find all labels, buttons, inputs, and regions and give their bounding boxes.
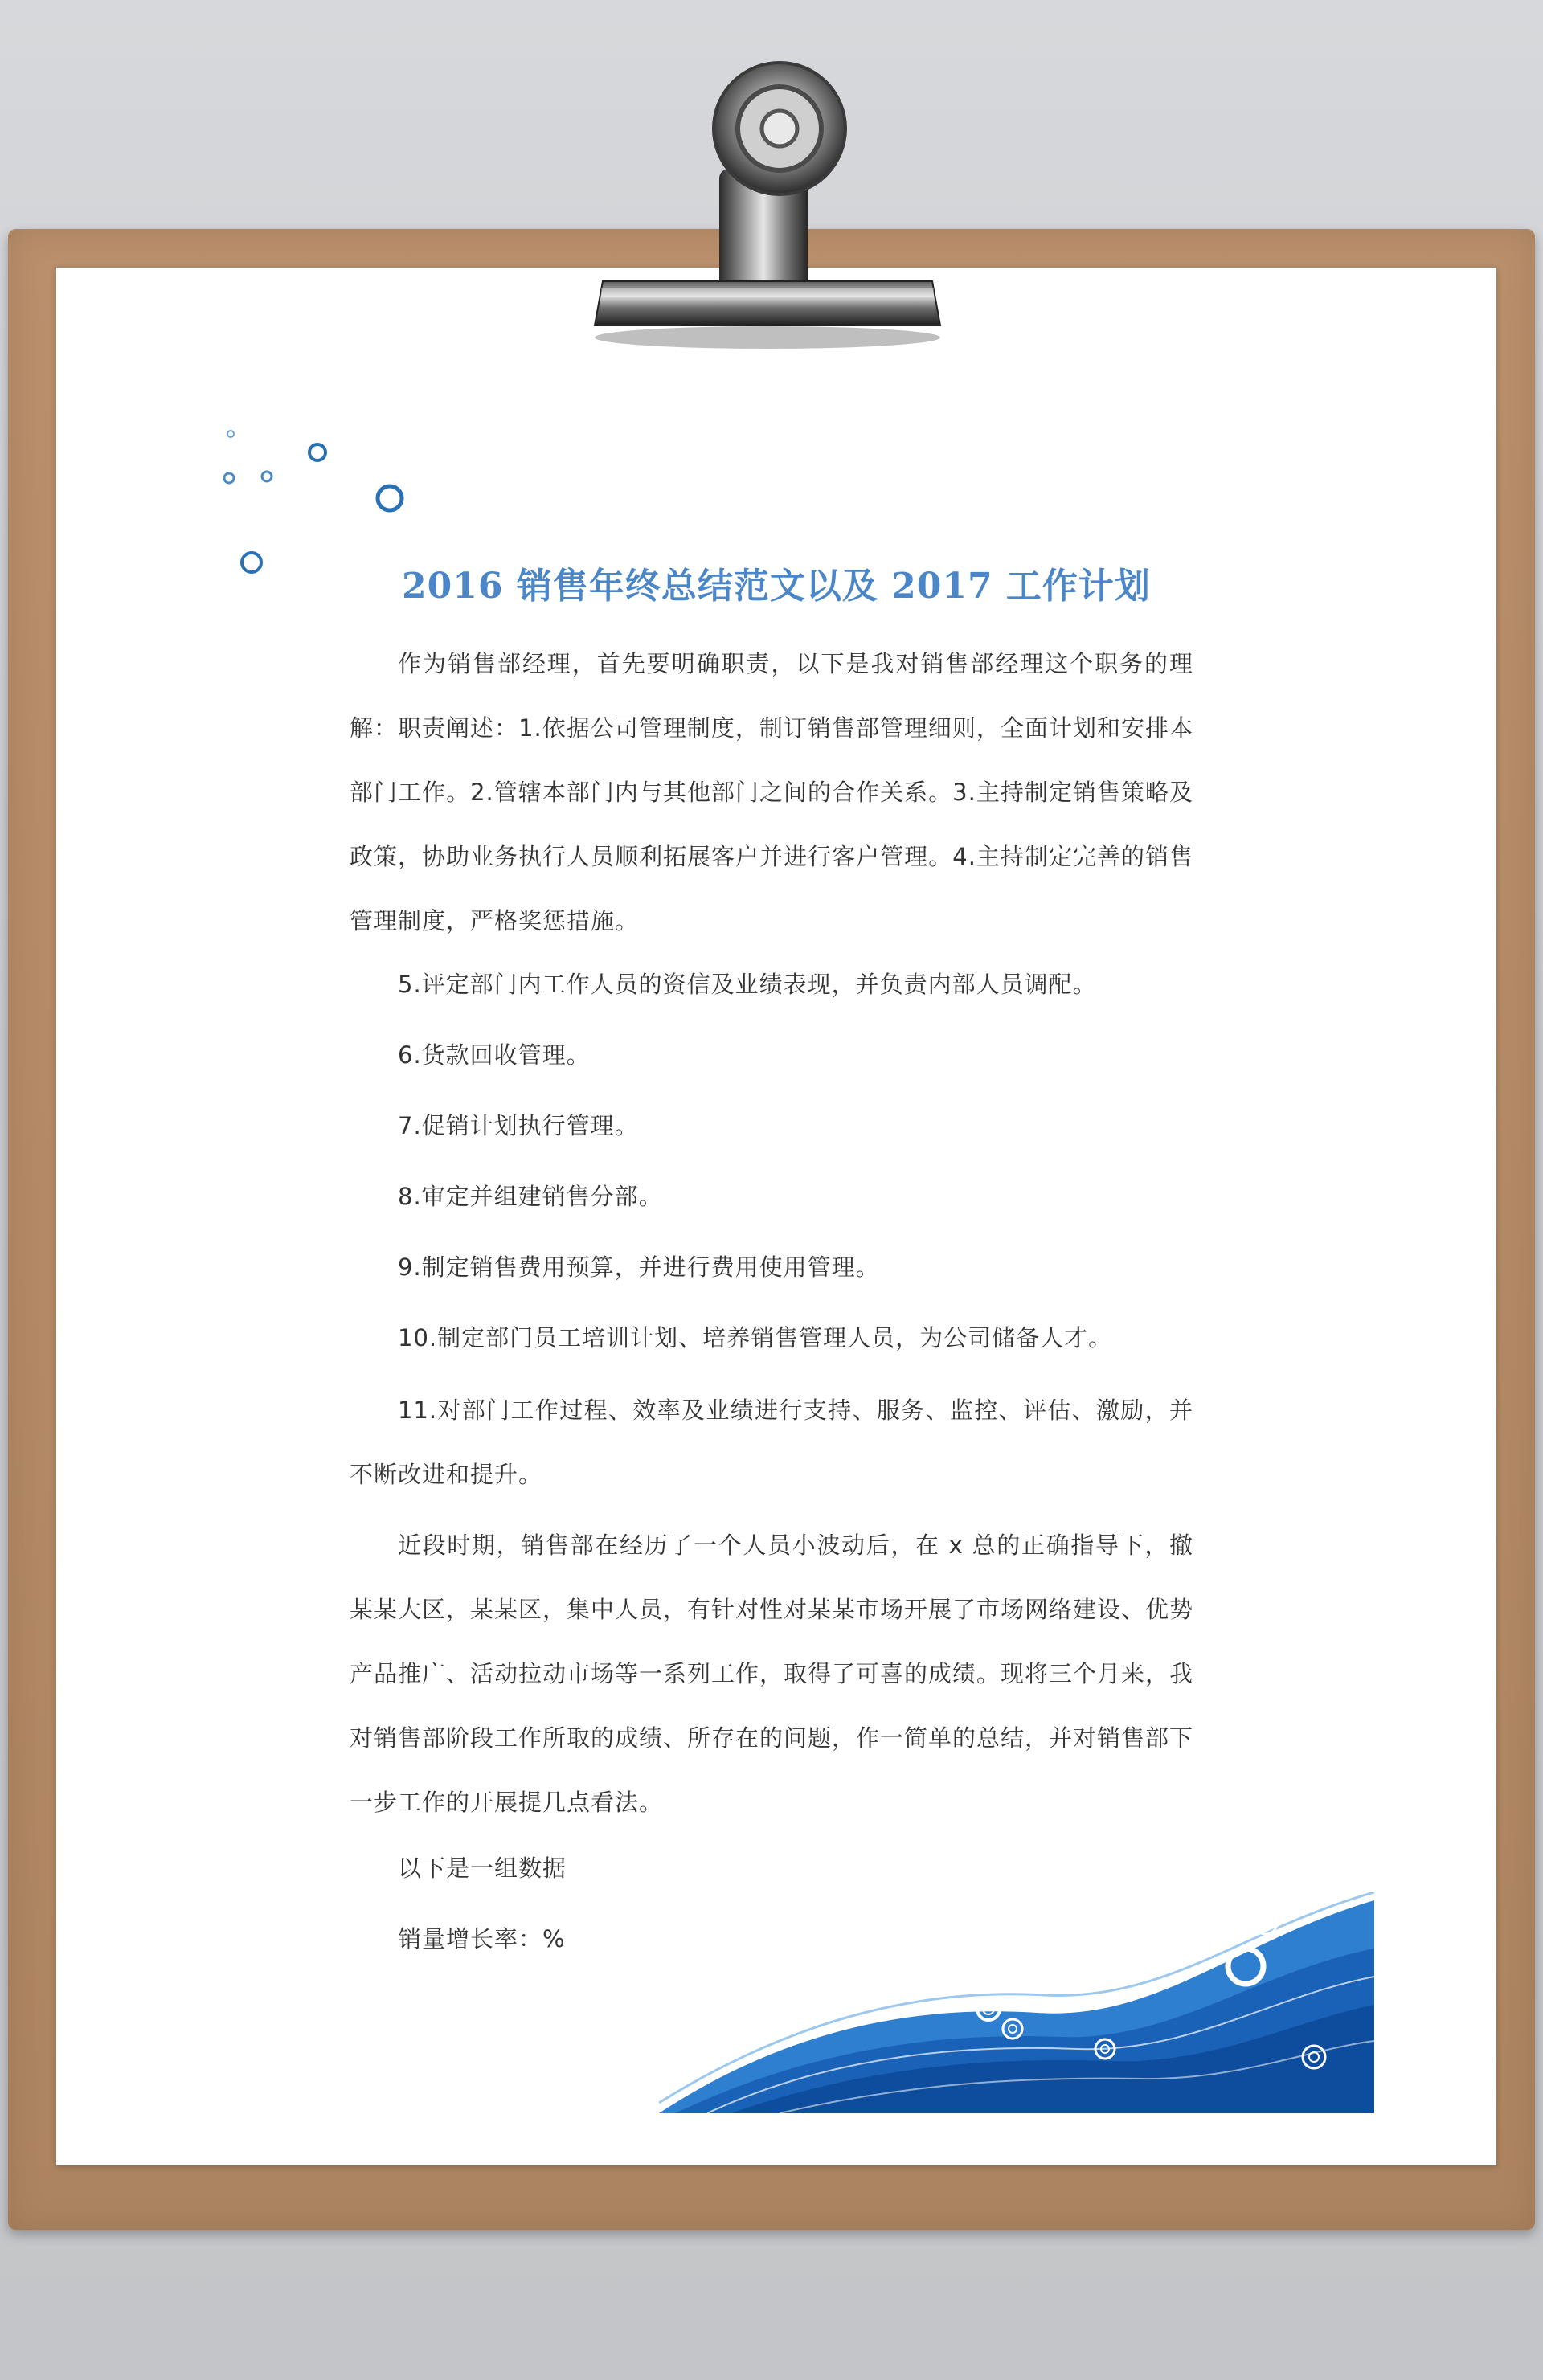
paragraph-item-6: 6.货款回收管理。 [398,1041,591,1069]
paragraph-item-11: 11.对部门工作过程、效率及业绩进行支持、服务、监控、评估、激励，并不断改进和提升。 [350,1397,1193,1488]
paragraph-duties: 作为销售部经理，首先要明确职责，以下是我对销售部经理这个职务的理解：职责阐述：1.依据公司管理制度，制订销售部管理细则，全面计划和安排本部门工作。2.管辖本部门内与其他部门之间的合作关系。3.主持制定销售策略及政策，协助业务执行人员顺利拓展客户并进行客户管理。4.主持制定完善的销售管理制度，严格奖惩措施。 [350,650,1193,934]
paragraph-item-10: 10.制定部门员工培训计划、培养销售管理人员，为公司储备人才。 [398,1324,1113,1352]
binder-clip-icon [579,48,948,354]
decorative-bubbles-icon [213,422,422,583]
paragraph-item-8: 8.审定并组建销售分部。 [398,1183,663,1210]
document-title: 2016 销售年终总结范文以及 2017 工作计划 [402,566,1151,607]
paragraph-item-5: 5.评定部门内工作人员的资信及业绩表现，并负责内部人员调配。 [398,971,1097,998]
paragraph-item-9: 9.制定销售费用预算，并进行费用使用管理。 [398,1253,880,1281]
paragraph-item-7: 7.促销计划执行管理。 [398,1112,639,1139]
paragraph-recent-period: 近段时期，销售部在经历了一个人员小波动后，在 x 总的正确指导下，撤某某大区，某某区，集中人员，有针对性对某某市场开展了市场网络建设、优势产品推广、活动拉动市场等一系列工作，取得了可喜的成绩。现将三个月来，我对销售部阶段工作所取的成绩、所存在的问题，作一简单的总结，并对销售部下一步工作的开展提几点看法。 [350,1531,1194,1816]
paragraph-data-intro: 以下是一组数据 [398,1855,567,1882]
paragraph-growth-rate: 销量增长率：% [398,1925,566,1953]
